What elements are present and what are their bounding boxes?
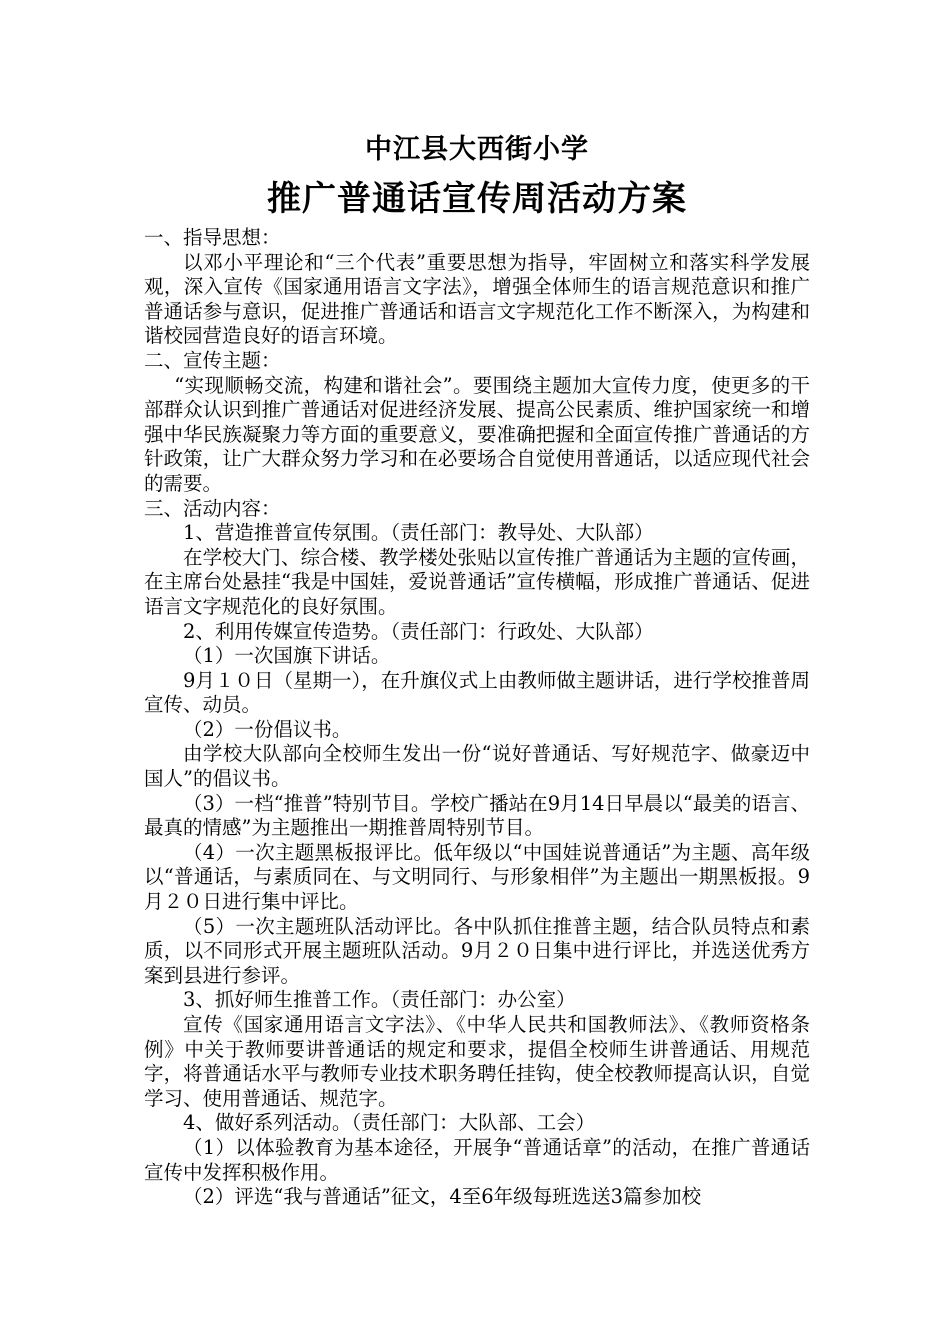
subheading: 3、抓好师生推普工作。（责任部门：办公室） bbox=[183, 988, 576, 1012]
subheading: 1、营造推普宣传氛围。（责任部门：教导处、大队部） bbox=[183, 521, 654, 545]
list-item: （3）一档“推普”特别节目。学校广播站在9月14日早晨以“最美的语言、最真的情感”为主题推出一期推普周特别节目。 bbox=[144, 791, 810, 840]
subheading: 4、做好系列活动。（责任部门：大队部、工会） bbox=[183, 1111, 596, 1135]
section-heading-theme: 二、宣传主题： bbox=[144, 348, 281, 372]
document-title: 推广普通话宣传周活动方案 bbox=[267, 179, 687, 219]
paragraph: 由学校大队部向全校师生发出一份“说好普通话、写好规范字、做豪迈中国人”的倡议书。 bbox=[144, 742, 810, 791]
school-name: 中江县大西街小学 bbox=[365, 134, 589, 165]
document-body bbox=[144, 226, 810, 1210]
subheading: 2、利用传媒宣传造势。（责任部门：行政处、大队部） bbox=[183, 619, 654, 643]
paragraph: “实现顺畅交流，构建和谐社会”。要围绕主题加大宣传力度，使更多的干部群众认识到推广普通话对促进经济发展、提高公民素质、维护国家统一和增强中华民族凝聚力等方面的重要意义，要准确把握和全面宣传推广普通话的方针政策，让广大群众努力学习和在必要场合自觉使用普通话，以适应现代社会的需要。 bbox=[144, 373, 810, 495]
paragraph: 宣传《国家通用语言文字法》、《中华人民共和国教师法》、《教师资格条例》中关于教师要讲普通话的规定和要求，提倡全校师生讲普通话、用规范字，将普通话水平与教师专业技术职务聘任挂钩，使全校教师提高认识，自觉学习、使用普通话、规范字。 bbox=[144, 1013, 810, 1110]
list-item: （2）评选“我与普通话”征文，4至6年级每班选送3篇参加校 bbox=[183, 1185, 702, 1209]
document-page bbox=[144, 128, 810, 1210]
list-item: （1）一次国旗下讲话。 bbox=[183, 644, 391, 668]
paragraph: 以邓小平理论和“三个代表”重要思想为指导，牢固树立和落实科学发展观，深入宣传《国家通用语言文字法》，增强全体师生的语言规范意识和推广普通话参与意识，促进推广普通话和语言文字规范化工作不断深入，为构建和谐校园营造良好的语言环境。 bbox=[144, 250, 810, 348]
section-heading-activities: 三、活动内容： bbox=[144, 496, 281, 520]
paragraph: 在学校大门、综合楼、教学楼处张贴以宣传推广普通话为主题的宣传画，在主席台处悬挂“我是中国娃，爱说普通话”宣传横幅，形成推广普通话、促进语言文字规范化的良好氛围。 bbox=[144, 545, 810, 618]
list-item: （5）一次主题班队活动评比。各中队抓住推普主题，结合队员特点和素质，以不同形式开展主题班队活动。9月２０日集中进行评比，并选送优秀方案到县进行参评。 bbox=[144, 914, 810, 987]
list-item: （4）一次主题黑板报评比。低年级以“中国娃说普通话”为主题、高年级以“普通话，与素质同在、与文明同行、与形象相伴”为主题出一期黑板报。9月２０日进行集中评比。 bbox=[144, 840, 810, 914]
list-item: （2）一份倡议书。 bbox=[183, 717, 352, 741]
list-item: （1）以体验教育为基本途径，开展争“普通话章”的活动，在推广普通话宣传中发挥积极作用。 bbox=[144, 1135, 810, 1184]
section-heading-guiding-thought: 一、指导思想： bbox=[144, 226, 281, 249]
paragraph: 9月１０日（星期一），在升旗仪式上由教师做主题讲话，进行学校推普周宣传、动员。 bbox=[144, 668, 810, 717]
